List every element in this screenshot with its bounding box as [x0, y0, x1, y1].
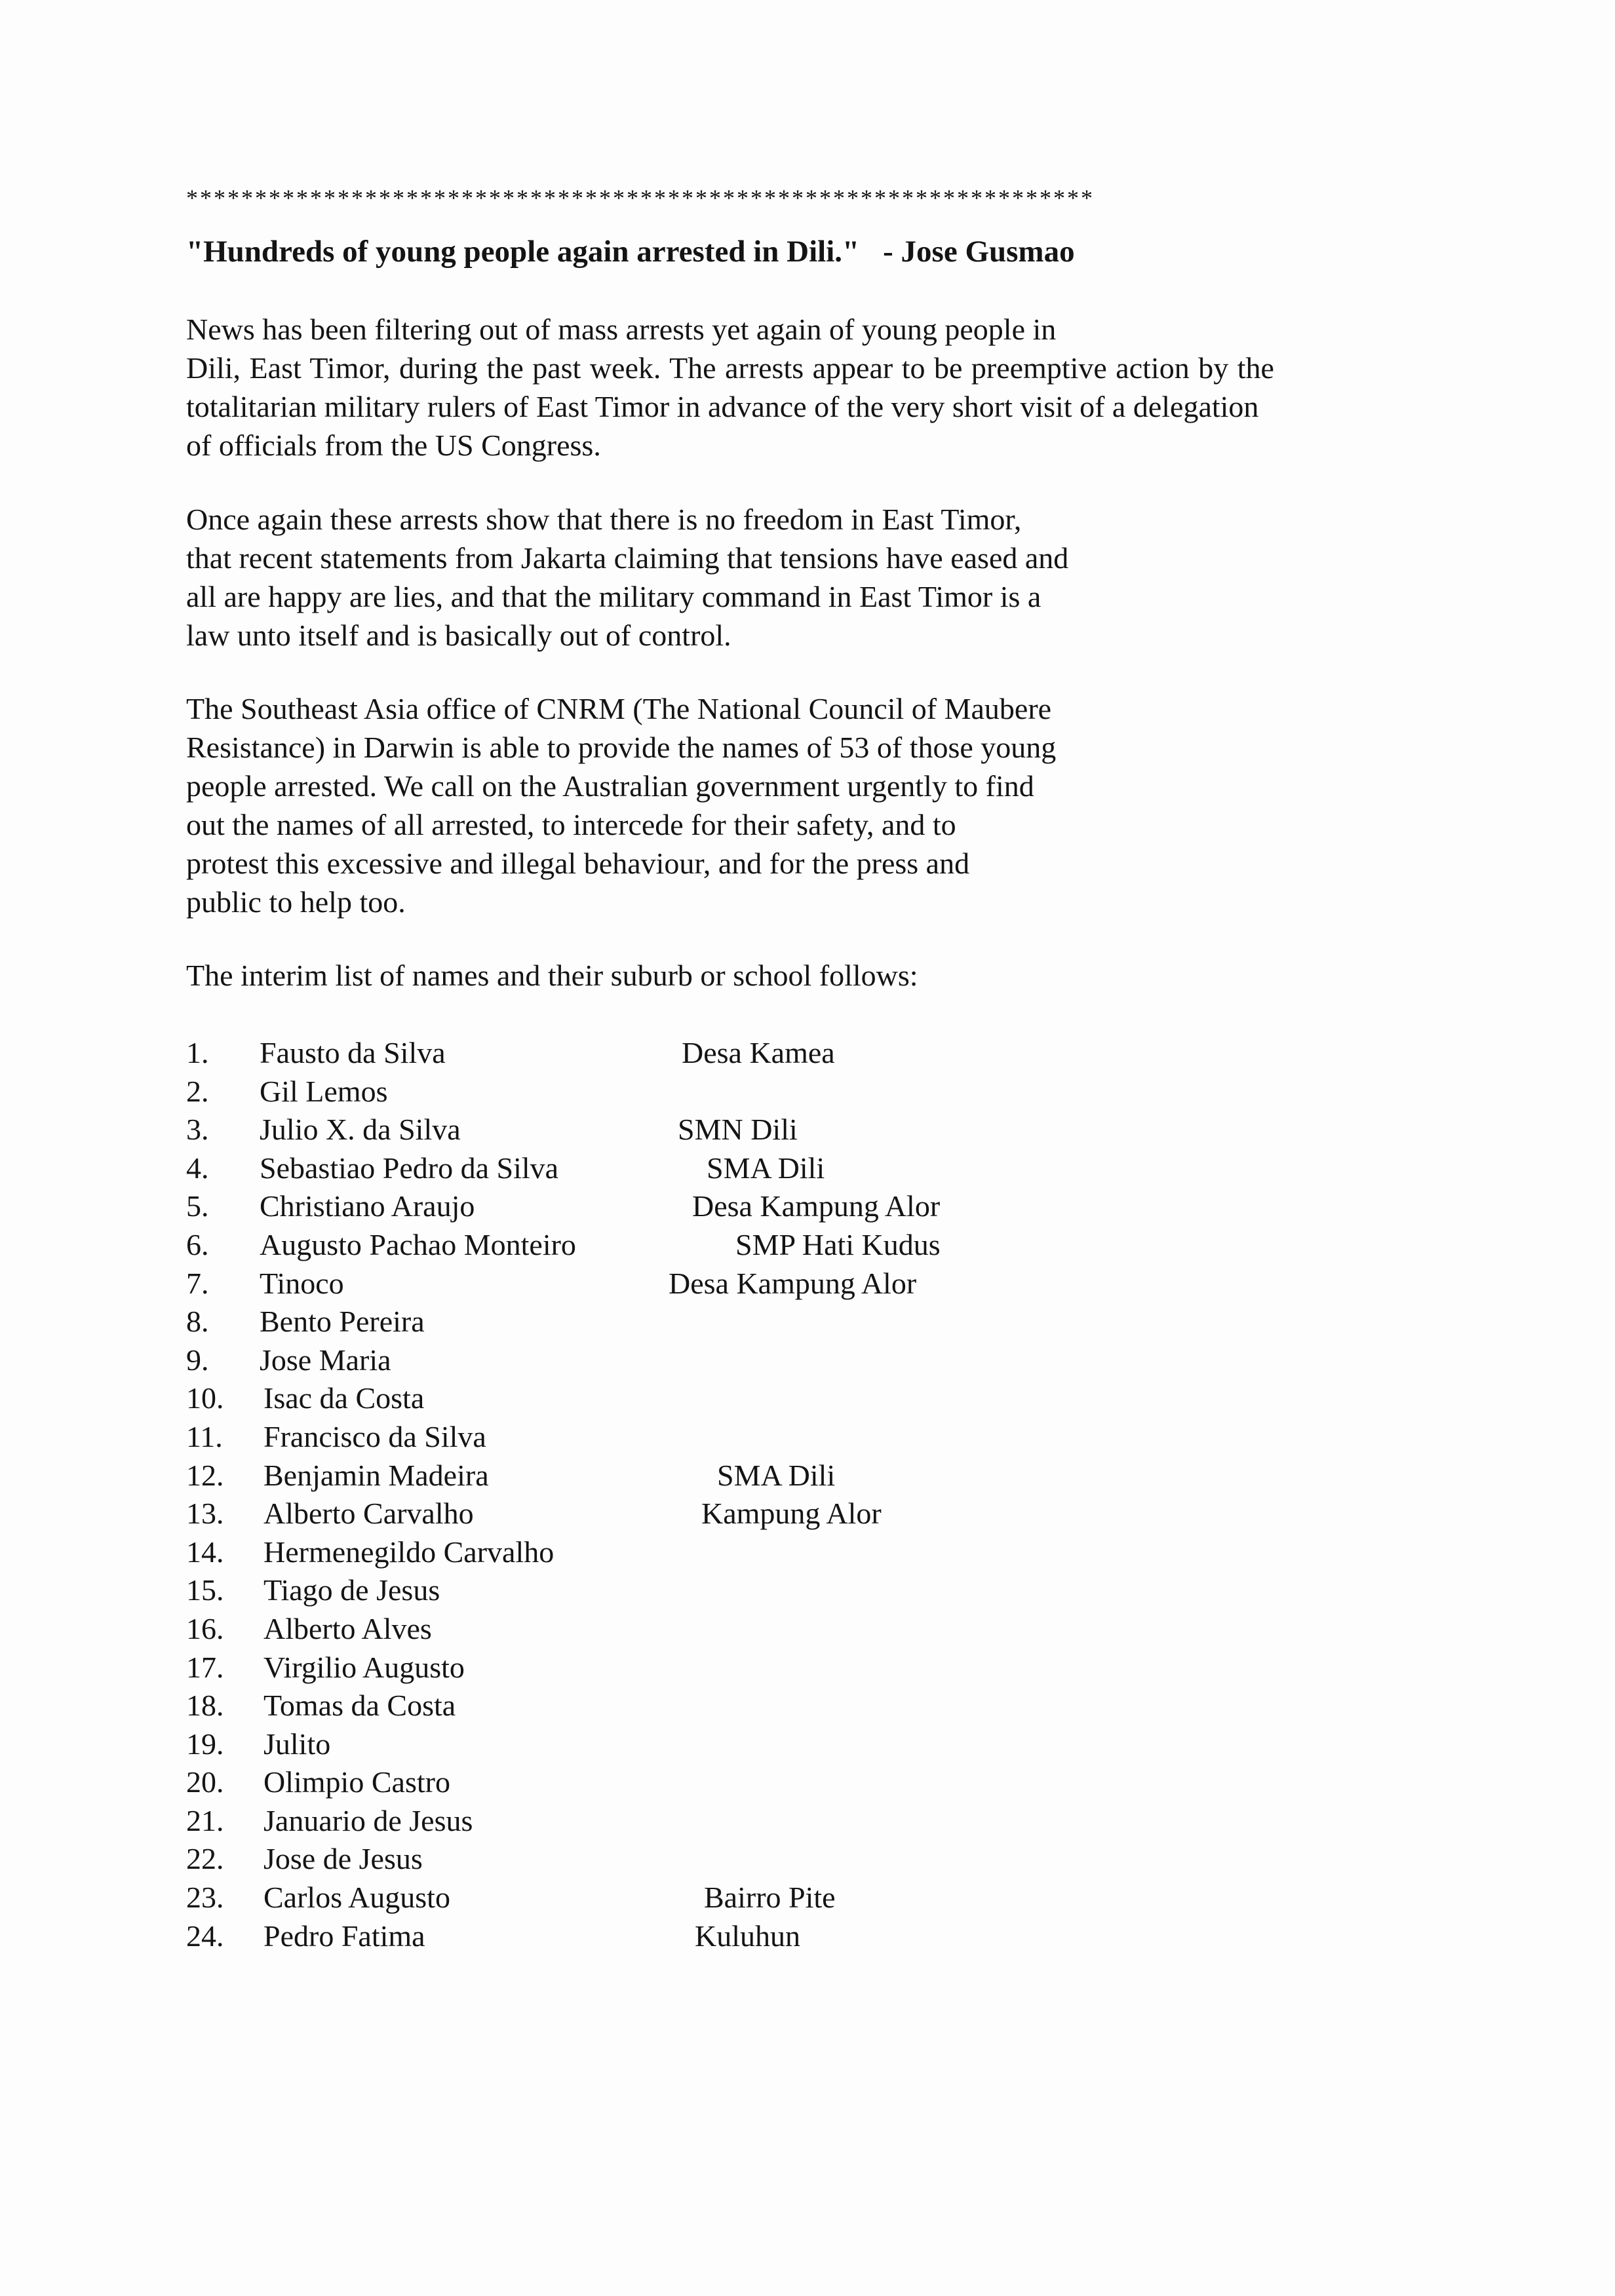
item-number: 17. [186, 1650, 224, 1684]
item-number: 23. [186, 1881, 224, 1915]
paragraph-line: totalitarian military rulers of East Timor in advance of the very short visit of a delegation [186, 390, 1259, 423]
item-name: Tiago de Jesus [263, 1573, 440, 1607]
item-number: 5. [186, 1189, 209, 1223]
paragraph-cnrm [186, 689, 1056, 921]
item-name: Isac da Costa [263, 1381, 425, 1415]
list-item [186, 1879, 1431, 1917]
item-name: Francisco da Silva [263, 1419, 486, 1453]
item-number: 22. [186, 1842, 224, 1876]
item-number: 13. [186, 1497, 224, 1531]
list-item [186, 1034, 1431, 1073]
paragraph-list-intro [186, 956, 918, 995]
item-name: Tomas da Costa [263, 1689, 456, 1723]
item-name: Pedro Fatima [263, 1919, 425, 1953]
item-name: Alberto Carvalho [263, 1497, 474, 1531]
list-item [186, 1763, 1431, 1802]
item-number: 16. [186, 1611, 224, 1645]
item-name: Tinoco [260, 1266, 344, 1300]
list-item [186, 1149, 1431, 1188]
item-number: 4. [186, 1151, 209, 1185]
headline-attribution: - Jose Gusmao [883, 235, 1075, 269]
item-number: 6. [186, 1227, 209, 1261]
paragraph-line: public to help too. [186, 885, 406, 919]
item-name: Julito [263, 1727, 331, 1761]
item-place: SMA Dili [707, 1151, 825, 1185]
item-name: Christiano Araujo [260, 1189, 475, 1223]
item-name: Sebastiao Pedro da Silva [260, 1151, 559, 1185]
paragraph-line: out the names of all arrested, to intercede for their safety, and to [186, 808, 956, 841]
item-name: Januario de Jesus [263, 1803, 473, 1837]
list-item [186, 1187, 1431, 1226]
list-item [186, 1649, 1431, 1687]
item-number: 19. [186, 1727, 224, 1761]
paragraph-line: The interim list of names and their suburb or school follows: [186, 959, 918, 992]
arrested-list [186, 1034, 1431, 1955]
star-separator: ****************************************************************** [186, 185, 1095, 211]
list-item [186, 1457, 1431, 1495]
item-name: Fausto da Silva [260, 1036, 446, 1069]
item-number: 21. [186, 1803, 224, 1837]
item-name: Virgilio Augusto [263, 1650, 465, 1684]
item-number: 15. [186, 1573, 224, 1607]
item-name: Augusto Pachao Monteiro [260, 1227, 576, 1261]
paragraph-line: of officials from the US Congress. [186, 429, 601, 462]
item-number: 8. [186, 1305, 209, 1339]
item-place: Desa Kamea [682, 1036, 835, 1069]
list-item [186, 1226, 1431, 1265]
item-name: Jose Maria [260, 1343, 391, 1377]
list-item [186, 1341, 1431, 1380]
item-name: Gil Lemos [260, 1074, 388, 1108]
item-number: 14. [186, 1535, 224, 1569]
item-place: Kuluhun [695, 1919, 800, 1953]
paragraph-line: that recent statements from Jakarta claiming that tensions have eased and [186, 541, 1069, 575]
item-name: Benjamin Madeira [263, 1458, 489, 1492]
list-item [186, 1917, 1431, 1956]
item-number: 2. [186, 1074, 209, 1108]
list-item [186, 1610, 1431, 1649]
item-place: Desa Kampung Alor [692, 1189, 941, 1223]
item-name: Bento Pereira [260, 1305, 425, 1339]
item-number: 3. [186, 1113, 209, 1147]
paragraph-line: The Southeast Asia office of CNRM (The National Council of Maubere [186, 692, 1052, 725]
item-place: SMP Hati Kudus [735, 1227, 941, 1261]
item-name: Alberto Alves [263, 1611, 432, 1645]
paragraph-line: all are happy are lies, and that the military command in East Timor is a [186, 580, 1041, 613]
item-name: Carlos Augusto [263, 1881, 450, 1915]
item-name: Hermenegildo Carvalho [263, 1535, 555, 1569]
list-item [186, 1073, 1431, 1111]
item-number: 12. [186, 1458, 224, 1492]
list-item [186, 1802, 1431, 1841]
paragraph-line: News has been filtering out of mass arrests yet again of young people in [186, 313, 1057, 346]
item-number: 10. [186, 1381, 224, 1415]
paragraph-line: people arrested. We call on the Australian government urgently to find [186, 769, 1034, 803]
list-item [186, 1571, 1431, 1610]
item-number: 11. [186, 1419, 223, 1453]
list-item [186, 1418, 1431, 1457]
paragraph-line: Once again these arrests show that there is no freedom in East Timor, [186, 503, 1022, 536]
paragraph-line: Dili, East Timor, during the past week. The arrests appear to be preemptive action by the [186, 351, 1274, 385]
list-item [186, 1840, 1431, 1879]
item-number: 7. [186, 1266, 209, 1300]
paragraph-line: law unto itself and is basically out of control. [186, 619, 731, 652]
item-number: 9. [186, 1343, 209, 1377]
list-item [186, 1379, 1431, 1418]
item-name: Jose de Jesus [263, 1842, 423, 1876]
list-item [186, 1725, 1431, 1764]
list-item [186, 1495, 1431, 1533]
item-place: Bairro Pite [704, 1881, 836, 1915]
item-number: 1. [186, 1036, 209, 1069]
paragraph-freedom [186, 500, 1068, 655]
list-item [186, 1687, 1431, 1725]
list-item [186, 1533, 1431, 1572]
item-name: Julio X. da Silva [260, 1113, 461, 1147]
item-place: SMA Dili [717, 1458, 836, 1492]
headline [186, 232, 1075, 271]
item-place: Desa Kampung Alor [669, 1266, 917, 1300]
item-number: 24. [186, 1919, 224, 1953]
headline-quote: "Hundreds of young people again arrested in Dili." [186, 235, 860, 269]
list-item [186, 1303, 1431, 1341]
item-number: 20. [186, 1765, 224, 1799]
item-name: Olimpio Castro [263, 1765, 450, 1799]
item-number: 18. [186, 1689, 224, 1723]
list-item [186, 1111, 1431, 1149]
item-place: Kampung Alor [701, 1497, 882, 1531]
paragraph-line: Resistance) in Darwin is able to provide the names of 53 of those young [186, 731, 1057, 764]
paragraph-line: protest this excessive and illegal behaviour, and for the press and [186, 847, 970, 880]
paragraph-intro [186, 310, 1274, 465]
item-place: SMN Dili [678, 1113, 798, 1147]
list-item [186, 1265, 1431, 1303]
